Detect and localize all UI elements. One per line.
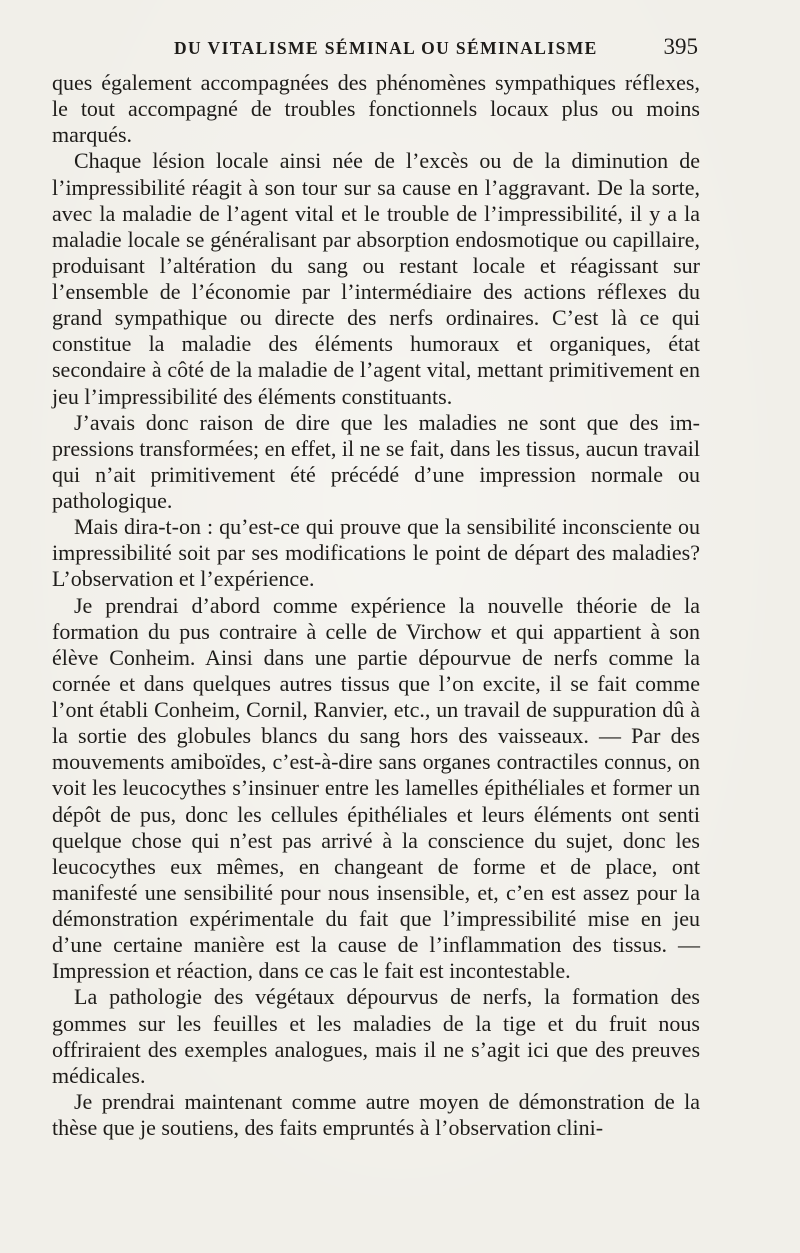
paragraph-4: Mais dira-t-on : qu’est-ce qui prouve que la sensibilité inconsciente ou impressibilité soit par ses modifications le point de départ des maladies? L’observation et l’expérience. bbox=[52, 514, 700, 592]
page-header bbox=[52, 34, 698, 64]
paragraph-1: ques également accompagnées des phénomènes sympathiques réflexes, le tout accompagné de troubles fonctionnels locaux plus ou moins marqués. bbox=[52, 70, 700, 148]
paragraph-2: Chaque lésion locale ainsi née de l’excès ou de la diminution de l’impressibilité réagit à son tour sur sa cause en l’aggravant. De la sorte, avec la maladie de l’agent vital et le trouble de l’impressibilité, il y a la maladie locale se généralisant par absorption endosmotique ou capillaire, produisant l’altération du sang ou restant locale et réagissant sur l’ensemble de l’économie par l’intermédiaire des actions réflexes du grand sympathique ou directe des nerfs ordinaires. C’est là ce qui constitue la maladie des éléments humoraux et organiques, état secondaire à côté de la maladie de l’agent vital, mettant primitivement en jeu l’impressibilité des éléments constituants. bbox=[52, 148, 700, 409]
running-title: DU VITALISME SÉMINAL OU SÉMINALISME bbox=[174, 38, 598, 58]
paragraph-5: Je prendrai d’abord comme expérience la nouvelle théorie de la formation du pus contraire à celle de Virchow et qui appartient à son élève Conheim. Ainsi dans une partie dépourvue de nerfs comme la cornée et dans quelques autres tissus que l’on excite, il se fait comme l’ont établi Conheim, Cornil, Ranvier, etc., un travail de suppuration dû à la sortie des globules blancs du sang hors des vaisseaux. — Par des mouvements amiboïdes, c’est-à-dire sans organes contractiles connus, on voit les leucocythes s’insinuer entre les lamelles épithéliales et former un dépôt de pus, donc les cellules épithéliales et leurs éléments ont senti quelque chose qui n’est pas arrivé à la conscience du sujet, donc les leucocythes eux mêmes, en changeant de forme et de place, ont manifesté une sensibilité pour nous insensible, et, c’en est assez pour la démonstration expérimentale du fait que l’impressibilité mise en jeu d’une certaine manière est la cause de l’inflammation des tissus. — Impression et réaction, dans ce cas le fait est incontestable. bbox=[52, 592, 700, 984]
paragraph-3: J’avais donc raison de dire que les maladies ne sont que des impressions transformées; en effet, il ne se fait, dans les tissus, aucun travail qui n’ait primitivement été précédé d’une impression normale ou pathologique. bbox=[52, 409, 700, 513]
page-number: 395 bbox=[663, 34, 698, 59]
body-text bbox=[52, 70, 700, 1141]
paragraph-6: La pathologie des végétaux dépourvus de nerfs, la formation des gommes sur les feuilles et les maladies de la tige et du fruit nous offriraient des exemples analogues, mais il ne s’agit ici que des preuves médicales. bbox=[52, 984, 700, 1088]
paragraph-7: Je prendrai maintenant comme autre moyen de démonstration de la thèse que je soutiens, des faits empruntés à l’observation clini- bbox=[52, 1088, 700, 1140]
